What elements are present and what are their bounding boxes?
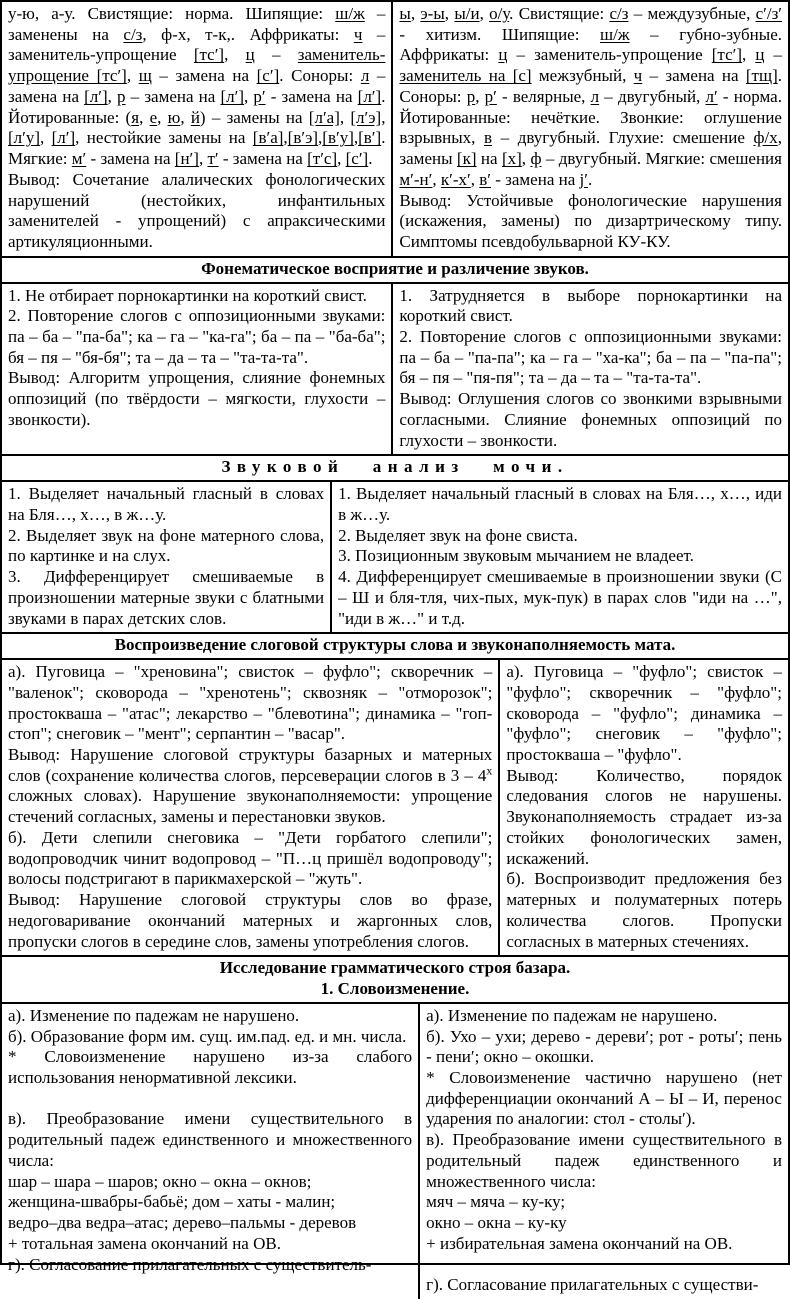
header-grammar-study xyxy=(2,955,788,1001)
cell-word-inflection-left: а). Изменение по падежам не нарушено. б). Образование форм им. сущ. им.пад. ед. и мн. числа. * Словоизменение нарушено из-за слабого использования ненормативной лексики. в). Преобразование имени существительного в родительный падеж единственного и множественного числа: шар – шара – шаров; окно – окна – окнов; женщина-швабры-бабьё; дом – хаты - малин; ведро–два ведра–атас; дерево–пальмы - деревов + тотальная замена окончаний на ОВ. г). Согласование прилагательных с существитель- xyxy=(2,1004,420,1299)
row-word-inflection xyxy=(2,1002,788,1299)
cell-phonemic-right: 1. Затрудняется в выборе порнокартинки на короткий свист. 2. Повторение слогов с оппозиционными звуками: па – ба – "па-па"; ка – га – "ха-ка"; ба – па – "па-па"; бя – пя – "пя-пя"; та – да – та – "та-та-та". Вывод: Оглушения слогов со звонкими взрывными согласными. Слияние фонемных оппозиций по глухости – звонкости. xyxy=(399,285,782,450)
cell-sound-analysis-right: 1. Выделяет начальный гласный в словах на Бля…, х…, иди в ж…у. 2. Выделяет звук на фоне свиста. 3. Позиционным звуковым мычанием не владеет. 4. Дифференцирует смешиваемые в произношении звуки (С – Ш и бля-тля, чих-пых, мук-пук) в парах слов "иди на …", "иди в ж…" и т.д. xyxy=(338,484,782,628)
header-grammar-title: Исследование грамматического строя базара. xyxy=(219,958,571,978)
row-sound-analysis xyxy=(2,480,788,632)
cell-sound-pronunciation-left: у-ю, а-у. Свистящие: норма. Шипящие: ш/ж – заменены на с/з, ф-х, т-к,. Аффрикаты: ч – заменитель-упрощение [тс′], ц – заменитель-упрощение [тс′], щ – замена на [с′]. Соноры: л – замена на [л′], р – замена на [л′], р′ - замена на [л′]. Йотированные: (я, е, ю, й) – замены на [л′а], [л′э], [л′у], [л′], нестойкие замены на [в′а],[в′э],[в′у],[в′]. Мягкие: м′ - замена на [н′], т′ - замена на [т′с], [с′]. Вывод: Сочетание алалических фонологических нарушений (нестойких, инфантильных заменителей - упрощений) с апраксическими артикуляционными. xyxy=(2,2,393,256)
header-sound-analysis: Звуковой анализ мочи. xyxy=(2,454,788,480)
row-phonemic-perception xyxy=(2,282,788,455)
cell-sound-analysis-left: 1. Выделяет начальный гласный в словах на Бля…, х…, в ж…у. 2. Выделяет звук на фоне матерного слова, по картинке и на слух. 3. Дифференцирует смешиваемые в произношении матерные звуки с блатными звуками в парах детских слов. xyxy=(2,482,332,632)
row-syllable-structure xyxy=(2,658,788,955)
header-phonemic-perception: Фонематическое восприятие и различение звуков. xyxy=(2,256,788,282)
cell-sound-pronunciation-right: ы, э-ы, ы/и, о/у. Свистящие: с/з – междузубные, с′/з′ - хитизм. Шипящие: ш/ж – губно-зубные. Аффрикаты: ц – заменитель-упрощение [тс′], ц – заменитель на [с] межзубный, ч – замена на [тщ]. Соноры: р, р′ - велярные, л – двугубный, л′ - норма. Йотированные: нечёткие. Звонкие: оглушение взрывных, в – двугубный. Глухие: смешение ф/х, замены [к] на [х], ф – двугубный. Мягкие: смешения м′-н′, к′-х′, в′ - замена на j′. Вывод: Устойчивые фонологические нарушения (искажения, замены) по дизартрическому типу. Симптомы псевдобульварной КУ-КУ. xyxy=(399,4,783,252)
cell-phonemic-left: 1. Не отбирает порнокартинки на короткий свист. 2. Повторение слогов с оппозиционными звуками: па – ба – "па-ба"; ка – га – "ка-га"; ба – па – "ба-ба"; бя – пя – "бя-бя"; та – да – та – "та-та-та". Вывод: Алгоритм упрощения, слияние фонемных оппозиций (по твёрдости – мягкости, глухости – звонкости). xyxy=(2,284,393,455)
header-syllable-structure: Воспроизведение слоговой структуры слова и звуконаполняемость мата. xyxy=(2,632,788,658)
cell-word-inflection-right: а). Изменение по падежам не нарушено. б). Ухо – ухи; дерево - дереви′; рот - роты′; пень - пени′; окно – окошки. * Словоизменение частично нарушено (нет дифференциации окончаний А – Ы – И, перенос ударения по аналогии: стол - столы′). в). Преобразование имени существительного в родительный падеж единственного и множественного числа: мяч – мяча – ку-ку; окно – окна – ку-ку + избирательная замена окончаний на ОВ. г). Согласование прилагательных с существи- xyxy=(426,1005,782,1295)
cell-syllable-left: а). Пуговица – "хреновина"; свисток – фуфло"; скворечник – "валенок"; сковорода – "хренотень"; сквозняк – "отморозок"; простокваша – "атас"; лекарство – "блевотина"; динамика – "гоп-стоп"; снеговик – "мент"; серпантин – "васар". Вывод: Нарушение слоговой структуры базарных и матерных слов (сохранение количества слогов, персеверации слогов в $3 - 4^х$ сложных словах). Нарушение звуконаполняемости: упрощение стечений согласных, замены и перестановки звуков. б). Дети слепили снеговика – "Дети горбатого слепили"; водопроводчик чинит водопровод – "П…ц пришёл водопроводу"; волосы подстригают в парикмахерской – "жуть". Вывод: Нарушение слоговой структуры слов во фразе, недоговаривание окончаний матерных и жаргонных слов, пропуски слогов в середине слов, замены употребления слогов. xyxy=(2,660,500,955)
row-sound-pronunciation xyxy=(2,2,788,256)
cell-syllable-right: а). Пуговица – "фуфло"; свисток – "фуфло"; скворечник – "фуфло"; сковорода – "фуфло"; динамика – "фуфло"; снеговик – "фуфло"; простокваша – "фуфло". Вывод: Количество, порядок следования слогов не нарушены. Звуконаполняемость страдает из-за стойких фонологических замен, искажений. б). Воспроизводит предложения без матерных и полуматерных потерь количества слогов. Пропуски согласных в матерных стечениях. xyxy=(506,662,782,951)
header-grammar-subtitle: 1. Словоизменение. xyxy=(320,979,470,999)
